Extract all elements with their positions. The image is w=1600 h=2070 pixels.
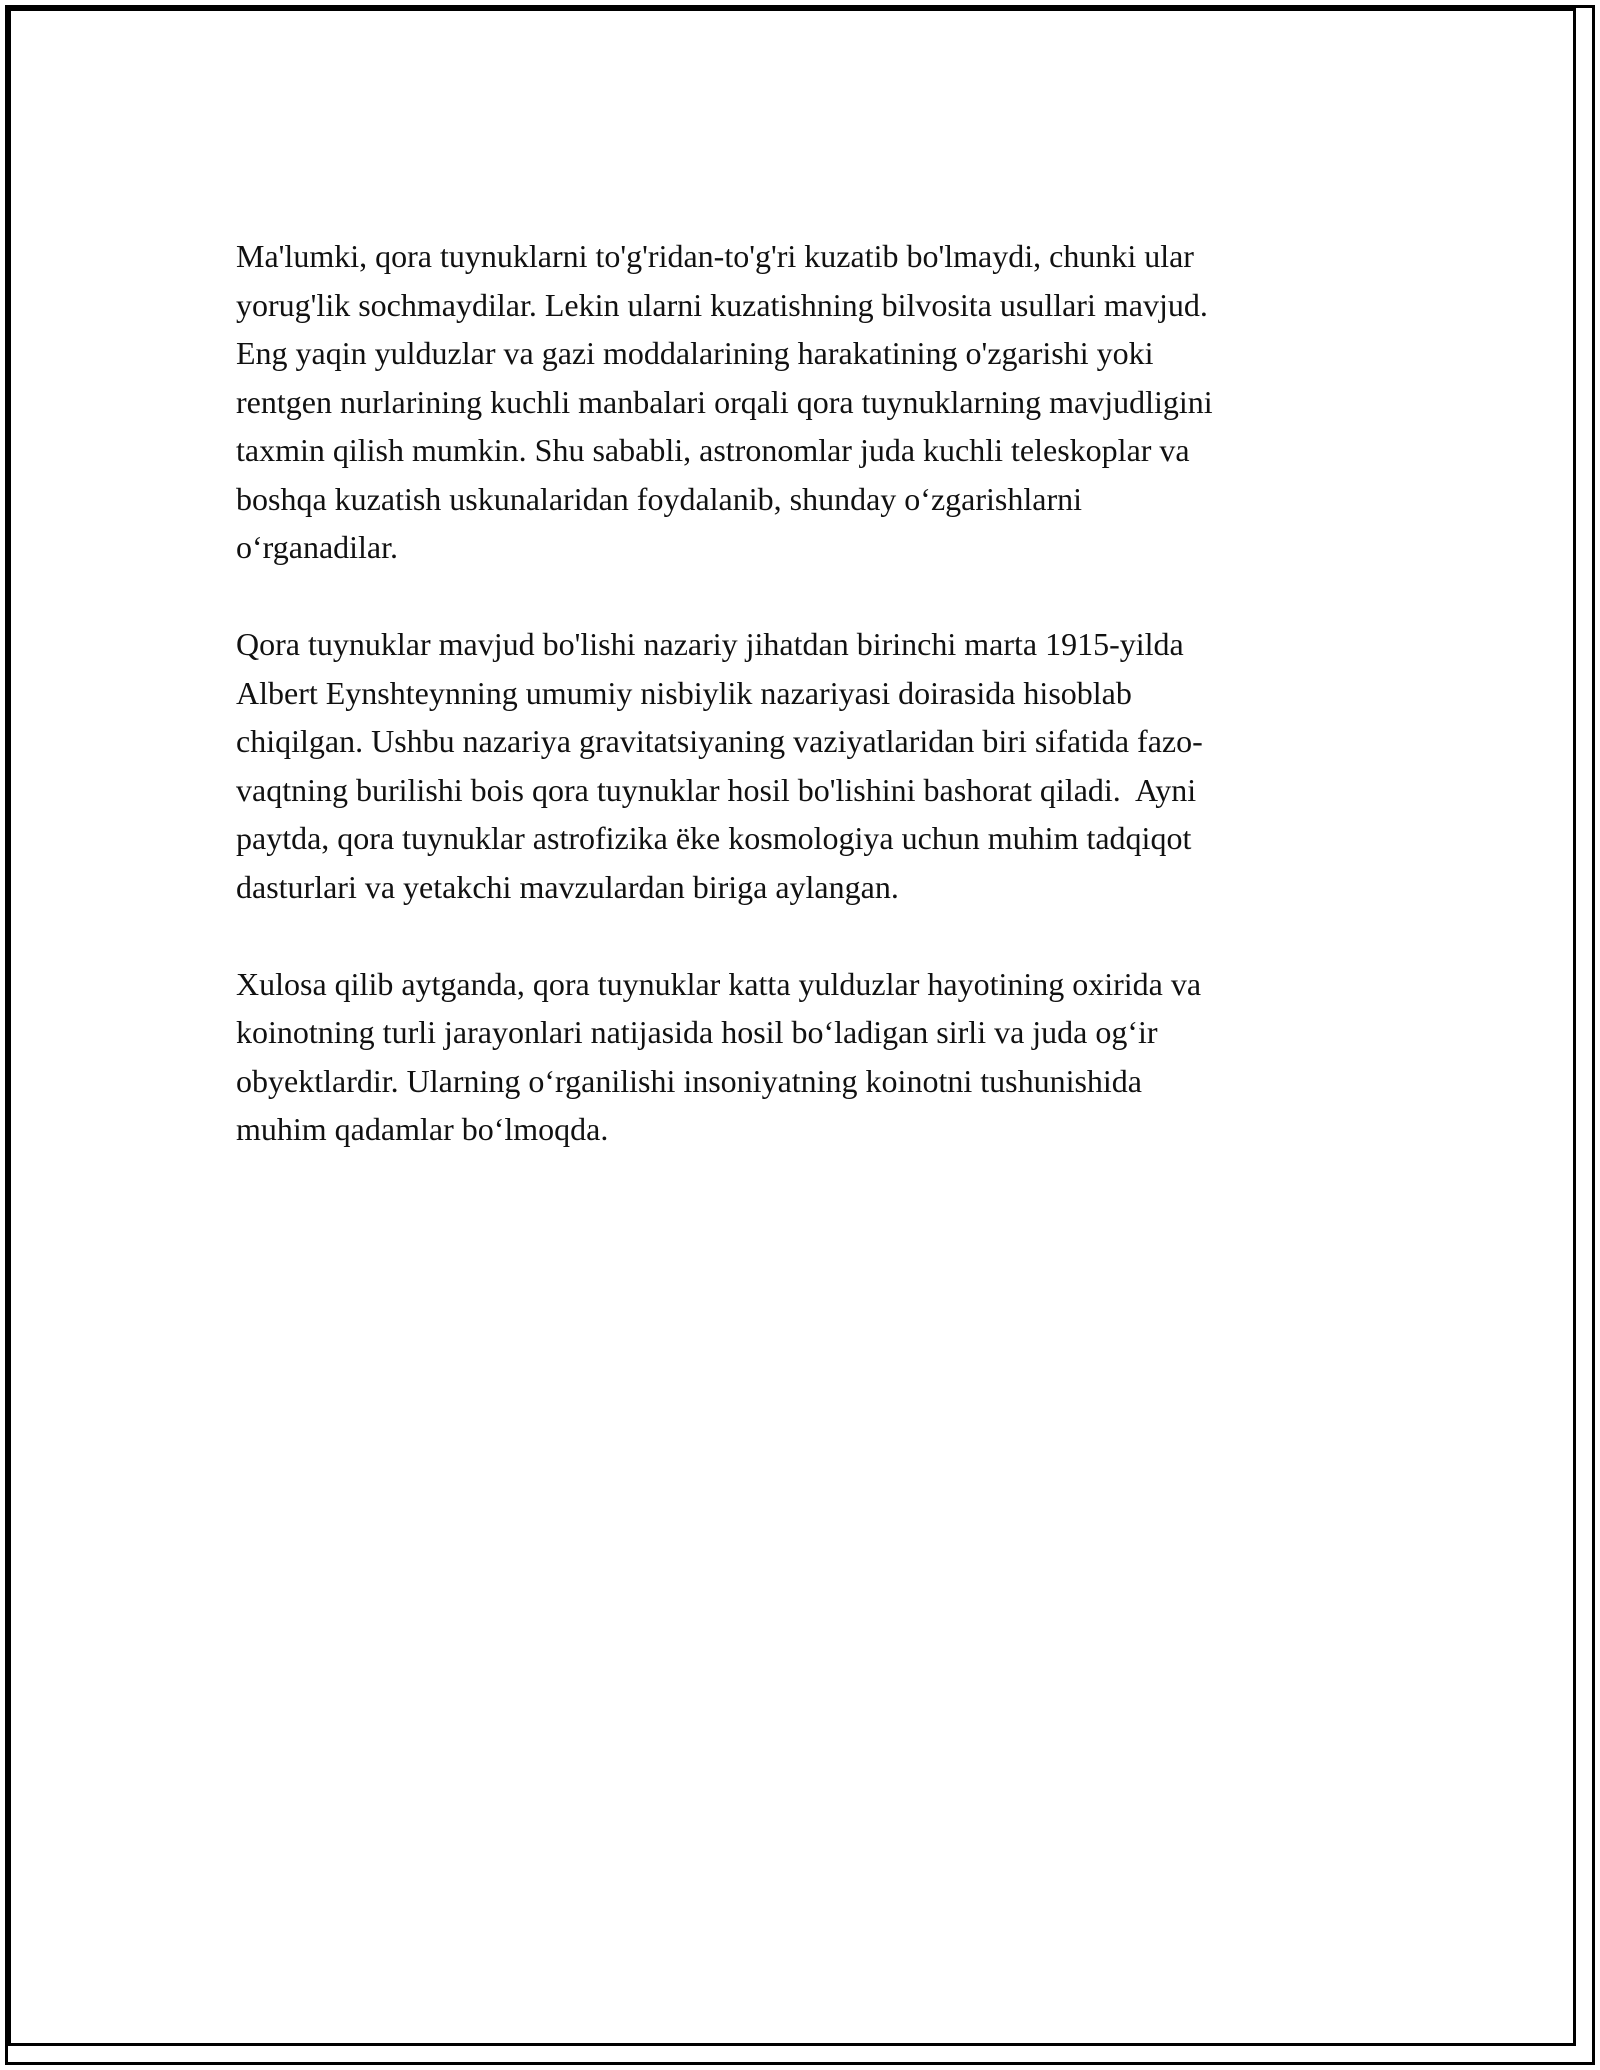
text-line: dasturlari va yetakchi mavzulardan biriga aylangan. bbox=[236, 868, 899, 905]
text-line: oʻrganadilar. bbox=[236, 529, 399, 565]
text-line: Qora tuynuklar mavjud bo'lishi nazariy jihatdan birinchi marta 1915-yilda bbox=[236, 626, 1184, 662]
paragraph-2 bbox=[236, 620, 1356, 911]
paragraph-3 bbox=[236, 960, 1356, 1154]
paragraph-1 bbox=[236, 232, 1356, 572]
text-line: rentgen nurlarining kuchli manbalari orqali qora tuynuklarning mavjudligini bbox=[236, 383, 1213, 420]
text-line: chiqilgan. Ushbu nazariya gravitatsiyaning vaziyatlaridan biri sifatida fazo- bbox=[236, 723, 1203, 759]
text-line: yorug'lik sochmaydilar. Lekin ularni kuzatishning bilvosita usullari mavjud. bbox=[236, 286, 1208, 323]
text-line: Albert Eynshteynning umumiy nisbiylik nazariyasi doirasida hisoblab bbox=[236, 674, 1132, 711]
document-body bbox=[236, 232, 1356, 1202]
text-line: Eng yaqin yulduzlar va gazi moddalarining harakatining o'zgarishi yoki bbox=[236, 335, 1154, 371]
text-line: Xulosa qilib aytganda, qora tuynuklar katta yulduzlar hayotining oxirida va bbox=[236, 965, 1202, 1002]
text-line: obyektlardir. Ularning oʻrganilishi insoniyatning koinotni tushunishida bbox=[236, 1062, 1142, 1099]
text-line: boshqa kuzatish uskunalaridan foydalanib, shunday oʻzgarishlarni bbox=[236, 480, 1082, 517]
text-line: muhim qadamlar boʻlmoqda. bbox=[236, 1111, 609, 1147]
text-line: Ma'lumki, qora tuynuklarni to'g'ridan-to'g'ri kuzatib bo'lmaydi, chunki ular bbox=[236, 238, 1194, 274]
text-line: taxmin qilish mumkin. Shu sababli, astronomlar juda kuchli teleskoplar va bbox=[236, 432, 1190, 468]
text-line: vaqtning burilishi bois qora tuynuklar hosil bo'lishini bashorat qiladi. Ayni bbox=[236, 771, 1197, 808]
text-line: koinotning turli jarayonlari natijasida hosil boʻladigan sirli va juda ogʻir bbox=[236, 1014, 1158, 1050]
text-line: paytda, qora tuynuklar astrofizika ëke kosmologiya uchun muhim tadqiqot bbox=[236, 820, 1192, 856]
